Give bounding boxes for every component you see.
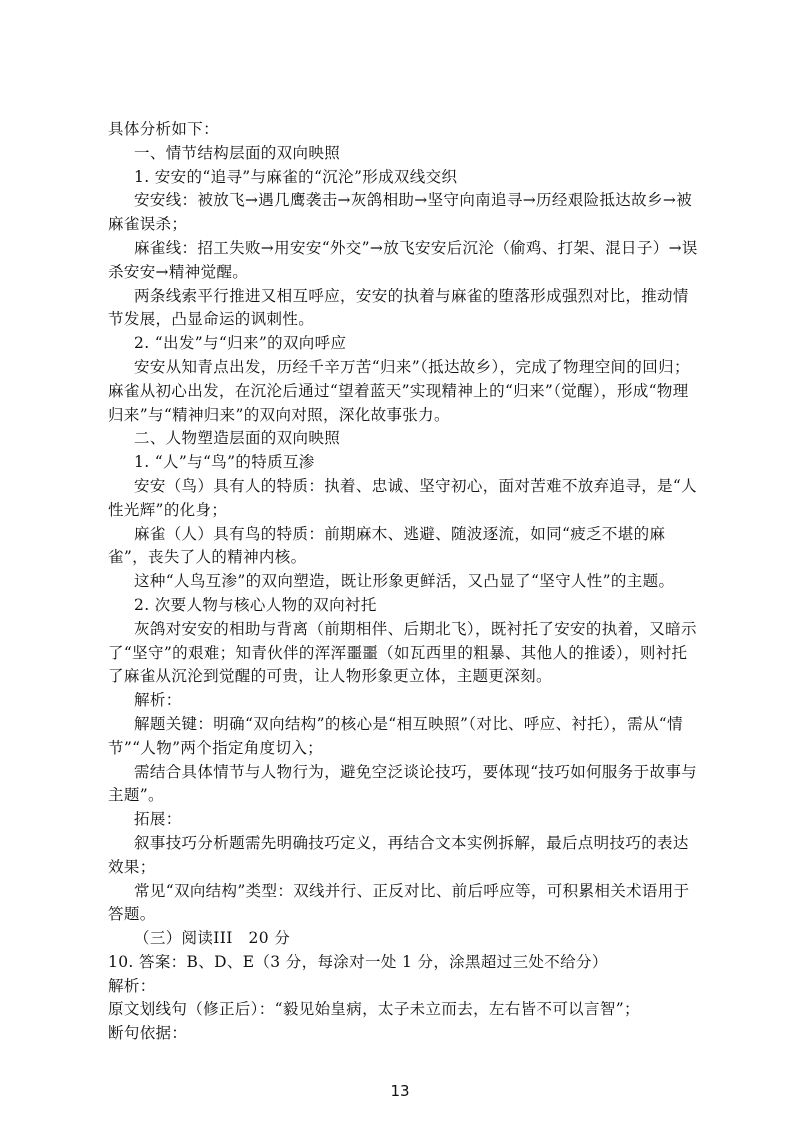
paragraph: 叙事技巧分析题需先明确技巧定义，再结合文本实例拆解，最后点明技巧的表达效果； — [108, 833, 689, 876]
paragraph: 安安（鸟）具有人的特质：执着、忠诚、坚守初心，面对苦难不放弃追寻，是“人性光辉”的化身； — [108, 476, 698, 519]
paragraph: 灰鸽对安安的相助与背离（前期相伴、后期北飞），既衬托了安安的执着，又暗示了“坚守”的艰难；知青伙伴的浑浑噩噩（如瓦西里的粗暴、其他人的推诿），则衬托了麻雀从沉沦到觉醒的可贵，让人物形象更立体，主题更深刻。 — [108, 619, 697, 686]
paragraph: 麻雀线：招工失败→用安安“外交”→放飞安安后沉沦（偷鸡、打架、混日子）→误杀安安→精神觉醒。 — [108, 238, 698, 281]
label: 解析： — [108, 976, 156, 995]
label: 断句依据： — [108, 1024, 188, 1043]
paragraph: 具体分析如下： — [108, 120, 219, 138]
paragraph: 常见“双向结构”类型：双线并行、正反对比、前后呼应等，可积累相关术语用于答题。 — [108, 881, 690, 924]
section-heading: 一、情节结构层面的双向映照 — [134, 143, 341, 162]
body-text — [108, 118, 698, 1046]
section-heading: （三）阅读III 20 分 — [134, 929, 291, 948]
paragraph: 安安线：被放飞→遇几鹰袭击→灰鸽相助→坚守向南追寻→历经艰险抵达故乡→被麻雀误杀； — [108, 191, 693, 234]
paragraph: 原文划线句（修正后）：“毅见始皇病，太子未立而去，左右皆不可以言智”； — [108, 1000, 640, 1019]
paragraph: 需结合具体情节与人物行为，避免空泛谈论技巧，要体现“技巧如何服务于故事与主题”。 — [108, 762, 698, 805]
subsection-heading: 1. “人”与“鸟”的特质互渗 — [134, 453, 315, 472]
subsection-heading: 2. 次要人物与核心人物的双向衬托 — [134, 595, 377, 614]
paragraph: 解题关键：明确“双向结构”的核心是“相互映照”（对比、呼应、衬托），需从“情节”“人物”两个指定角度切入； — [108, 714, 683, 757]
label: 解析： — [134, 691, 182, 710]
subsection-heading: 1. 安安的“追寻”与麻雀的“沉沦”形成双线交织 — [134, 167, 458, 186]
page-number: 13 — [390, 1082, 410, 1100]
label: 拓展： — [134, 810, 182, 829]
subsection-heading: 2. “出发”与“归来”的双向呼应 — [134, 334, 347, 353]
paragraph: 安安从知青点出发，历经千辛万苦“归来”（抵达故乡），完成了物理空间的回归；麻雀从初心出发，在沉沦后通过“望着蓝天”实现精神上的“归来”（觉醒），形成“物理归来”与“精神归来”的双向对照，深化故事张力。 — [108, 357, 690, 424]
section-heading: 二、人物塑造层面的双向映照 — [134, 429, 341, 448]
answer-line: 10. 答案：B、D、E（3 分，每涂对一处 1 分，涂黑超过三处不给分） — [108, 952, 608, 971]
paragraph: 这种“人鸟互渗”的双向塑造，既让形象更鲜活，又凸显了“坚守人性”的主题。 — [134, 572, 675, 591]
paragraph: 两条线索平行推进又相互呼应，安安的执着与麻雀的堕落形成强烈对比，推动情节发展，凸显命运的讽刺性。 — [108, 286, 689, 329]
paragraph: 麻雀（人）具有鸟的特质：前期麻木、逃避、随波逐流，如同“疲乏不堪的麻雀”，丧失了人的精神内核。 — [108, 524, 666, 567]
